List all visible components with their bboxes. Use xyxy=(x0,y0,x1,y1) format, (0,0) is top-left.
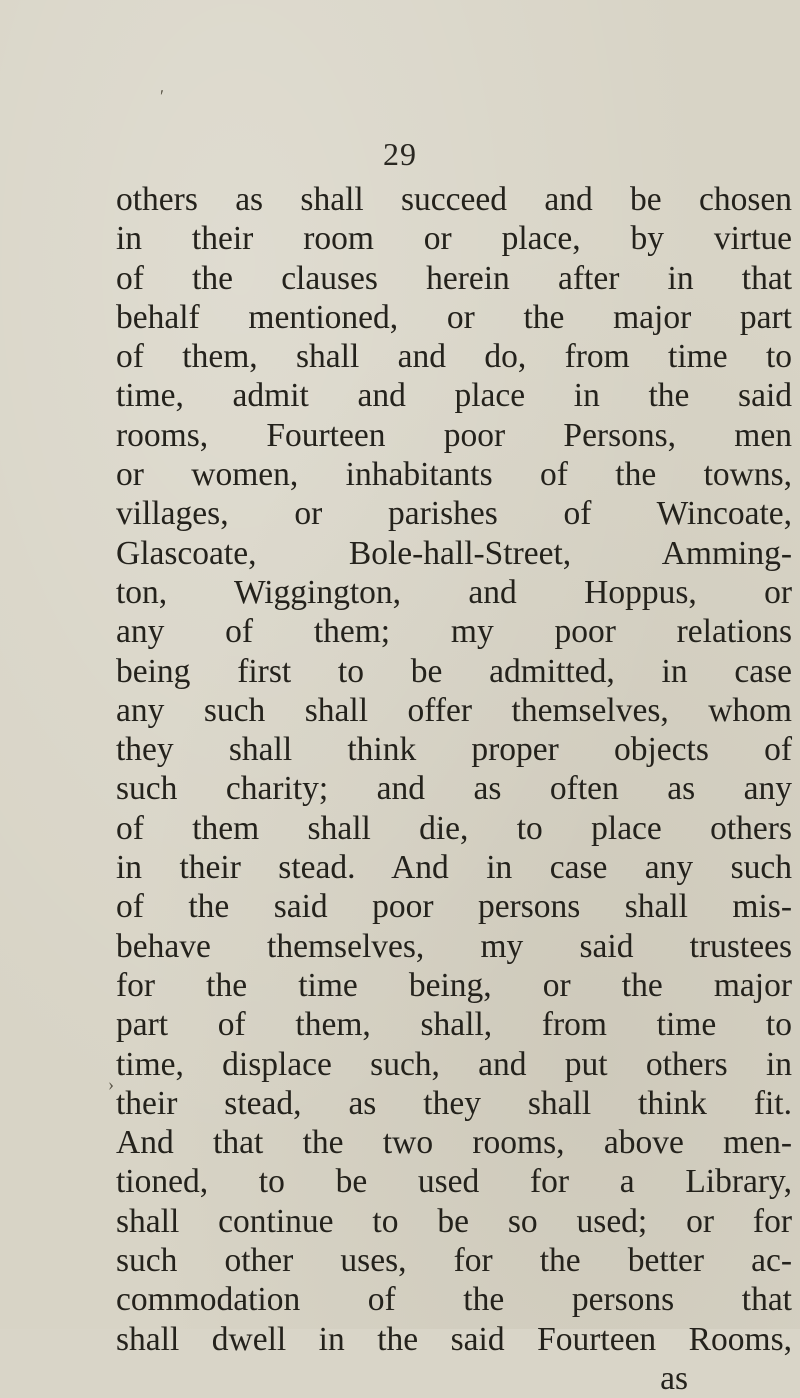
text-line: villages, or parishes of Wincoate, xyxy=(116,495,792,533)
text-line: of the clauses herein after in that xyxy=(116,259,792,297)
text-line: others as shall succeed and be chosen xyxy=(116,181,792,218)
text-line: of the said poor persons shall mis- xyxy=(116,888,792,926)
text-line: And that the two rooms, above men- xyxy=(116,1124,792,1162)
text-line: for the time being, or the major xyxy=(116,966,792,1004)
text-line: ton, Wiggington, and Hoppus, or xyxy=(116,573,792,611)
text-line: such charity; and as often as any xyxy=(116,770,792,808)
text-line: any such shall offer themselves, whom xyxy=(116,691,792,729)
text-line: any of them; my poor relations xyxy=(116,613,792,651)
catchword: as xyxy=(660,1359,688,1397)
text-line: such other uses, for the better ac- xyxy=(116,1242,792,1280)
text-line: behalf mentioned, or the major part xyxy=(116,298,792,336)
text-line: part of them, shall, from time to xyxy=(116,1006,792,1044)
text-line: being first to be admitted, in case xyxy=(116,652,792,690)
text-line: they shall think proper objects of xyxy=(116,731,792,769)
text-line: of them shall die, to place others xyxy=(116,809,792,847)
text-line: of them, shall and do, from time to xyxy=(116,338,792,376)
text-line: shall dwell in the said Fourteen Rooms, xyxy=(116,1320,792,1358)
text-line: time, admit and place in the said xyxy=(116,377,792,415)
text-line: Glascoate, Bole-hall-Street, Amming- xyxy=(116,534,792,572)
text-line: in their stead. And in case any such xyxy=(116,849,792,887)
text-line: time, displace such, and put others in xyxy=(116,1045,792,1083)
text-line: shall continue to be so used; or for xyxy=(116,1202,792,1240)
text-line: tioned, to be used for a Library, xyxy=(116,1163,792,1201)
ink-speck: ʹ xyxy=(160,86,164,106)
text-line: behave themselves, my said trustees xyxy=(116,927,792,965)
text-line: in their room or place, by virtue xyxy=(116,220,792,258)
text-line: or women, inhabitants of the towns, xyxy=(116,456,792,494)
text-line: rooms, Fourteen poor Persons, men xyxy=(116,416,792,454)
ink-speck: › xyxy=(108,1074,114,1094)
text-line: commodation of the persons that xyxy=(116,1281,792,1319)
page-number: 29 xyxy=(383,136,417,172)
body-text xyxy=(116,180,792,1398)
text-line: their stead, as they shall think fit. xyxy=(116,1084,792,1122)
